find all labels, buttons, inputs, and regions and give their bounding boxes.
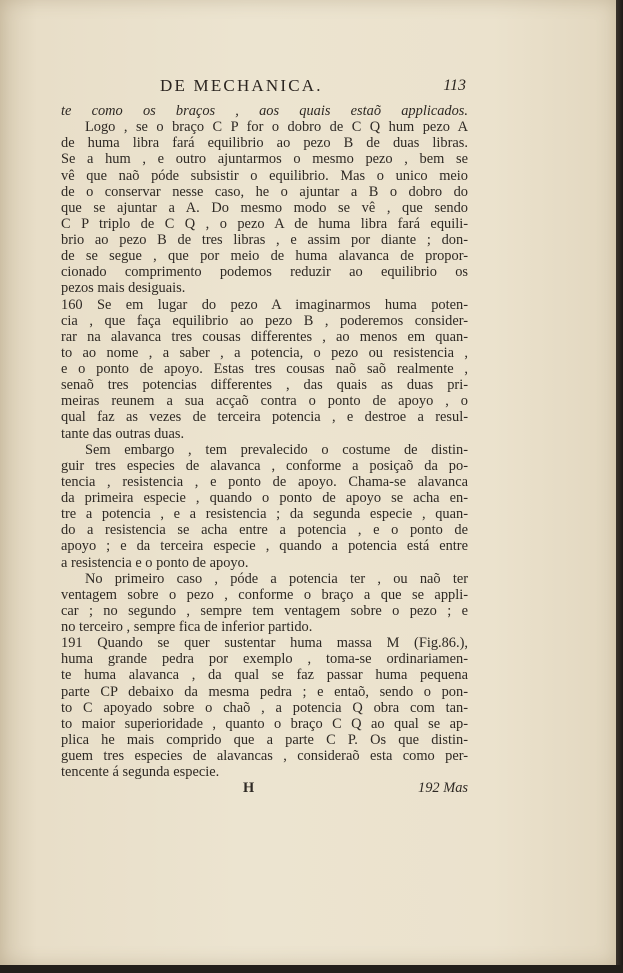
book-edge-right <box>616 0 623 973</box>
text-line: cionado comprimento podemos reduzir ao equilibrio os <box>61 264 468 281</box>
running-head-title: DE MECHANICA. <box>160 76 323 95</box>
text-line: de o conservar nesse caso, he o ajuntar a B o dobro do <box>61 183 468 200</box>
text-line: de se segue , que por meio de huma alavanca de propor- <box>61 248 468 265</box>
running-head <box>60 76 466 100</box>
text-line: car ; no segundo , sempre tem ventagem sobre o pezo ; e <box>61 602 468 619</box>
text-line: guem tres especies de alavancas , consideraõ esta como per- <box>61 748 468 764</box>
text-line: to ao nome , a saber , a potencia, o pezo ou resistencia , <box>61 344 468 361</box>
text-line: qual faz as vezes de terceira potencia , e destroe a resul- <box>61 409 468 426</box>
text-line: C P triplo de C Q , o pezo A de huma libra fará equili- <box>61 215 468 232</box>
text-line: to maior superioridade , quanto o braço C Q ao qual se ap- <box>61 715 468 732</box>
text-line: brio ao pezo B de tres libras , e assim por diante ; don- <box>61 232 468 248</box>
text-line: tante das outras duas. <box>61 425 185 442</box>
book-edge-bottom <box>0 965 623 973</box>
text-line: ventagem sobre o pezo , conforme o braço a que se appli- <box>61 586 468 603</box>
page-number: 113 <box>443 77 466 94</box>
text-line: rar na alavanca tres cousas differentes , ao menos em quan- <box>61 328 468 345</box>
text-line: da primeira especie , quando o ponto de apoyo se acha en- <box>61 490 468 506</box>
text-line: parte CP debaixo da mesma pedra ; e entaõ, sendo o pon- <box>61 683 468 700</box>
text-line: guir tres especies de alavanca , conforme a posiçaõ da po- <box>61 457 468 474</box>
text-line: 191 Quando se quer sustentar huma massa M (Fig.86.), <box>61 635 468 652</box>
text-line: tencia , resistencia , e ponto de apoyo. Chama-se alavanca <box>61 473 468 490</box>
text-line: to C apoyado sobre o chaõ , a potencia Q obra com tan- <box>61 699 468 716</box>
text-line: 160 Se em lugar do pezo A imaginarmos huma poten- <box>61 296 468 313</box>
text-line: tencente á segunda especie. <box>61 764 220 781</box>
text-line: a resistencia e o ponto de apoyo. <box>61 554 249 571</box>
catchword: 192 Mas <box>418 780 468 796</box>
text-line: Se a hum , e outro ajuntarmos o mesmo pezo , bem se <box>61 151 468 168</box>
text-line: meiras reunem a sua acçaõ contra o ponto de apoyo , o <box>61 393 468 410</box>
text-line: te como os braços , aos quais estaõ applicados. <box>61 103 468 119</box>
text-line: que se ajuntar a A. Do mesmo modo se vê , que sendo <box>61 199 468 216</box>
signature-mark: H <box>243 780 255 796</box>
text-line: no terceiro , sempre fica de inferior partido. <box>61 619 313 635</box>
text-line: tre a potencia , e a resistencia ; da segunda especie , quan- <box>61 506 468 523</box>
body-text <box>61 103 468 780</box>
text-line: apoyo ; e da terceira especie , quando a potencia está entre <box>61 538 468 555</box>
catch-line <box>61 780 468 800</box>
text-line: de huma libra fará equilibrio ao pezo B de duas libras. <box>61 135 468 152</box>
text-line: e o ponto de apoyo. Estas tres cousas naõ saõ realmente , <box>61 361 468 377</box>
text-line: do a resistencia se acha entre a potencia , e o ponto de <box>61 522 468 539</box>
text-line: te huma alavanca , da qual se faz passar huma pequena <box>61 667 468 684</box>
text-line: cia , que faça equilibrio ao pezo B , poderemos consider- <box>61 312 468 329</box>
text-line: Logo , se o braço C P for o dobro de C Q hum pezo A <box>85 119 468 136</box>
text-line: senaõ tres potencias differentes , das quais as duas pri- <box>61 377 468 394</box>
text-line: vê que naõ póde subsistir o equilibrio. Mas o unico meio <box>61 167 468 184</box>
text-line: pezos mais desiguais. <box>61 280 186 297</box>
text-line: plica he mais comprido que a parte C P. Os que distin- <box>61 731 468 748</box>
text-line: huma grande pedra por exemplo , toma-se ordinariamen- <box>61 651 468 668</box>
text-line: No primeiro caso , póde a potencia ter , ou naõ ter <box>85 570 468 587</box>
text-line: Sem embargo , tem prevalecido o costume de distin- <box>85 441 468 458</box>
